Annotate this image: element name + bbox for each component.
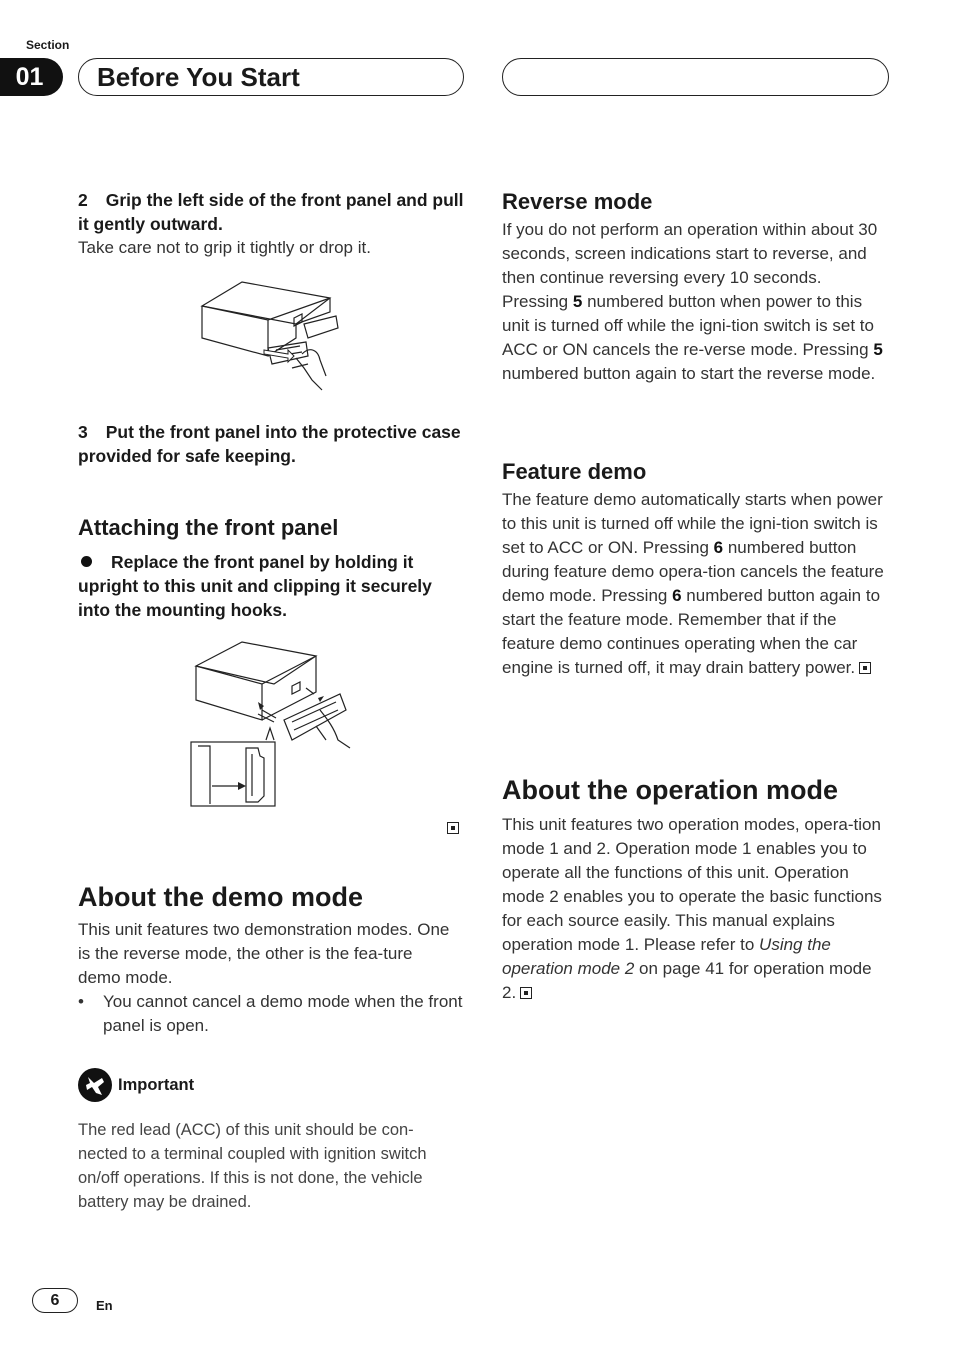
- end-mark-attaching: [447, 820, 459, 838]
- step-3: [78, 420, 464, 468]
- reverse-heading: Reverse mode: [502, 189, 653, 214]
- feature-text-3: numbered button again to start the feature mode. Remember that if the feature demo continues operating when the car engine is turned off, it may drain battery power.: [502, 586, 881, 677]
- demo-section: [78, 880, 464, 1038]
- operation-text-2: on page 41 for operation mode 2.: [502, 959, 872, 1002]
- attaching-bullet: [78, 550, 464, 622]
- step-2-number: 2: [78, 190, 88, 210]
- feature-key-2: 6: [672, 586, 682, 605]
- attach-panel-illustration: [188, 636, 358, 808]
- end-mark-icon: [859, 662, 871, 674]
- step-3-number: 3: [78, 422, 88, 442]
- feature-text-2: numbered button during feature demo opera-tion cancels the feature demo mode. Pressing: [502, 538, 884, 605]
- important-hand-icon: [78, 1068, 112, 1102]
- page-title: Before You Start: [78, 58, 464, 96]
- operation-reference: Using the operation mode 2: [502, 935, 831, 978]
- header-empty-pill: [502, 58, 889, 96]
- feature-text-1: The feature demo automatically starts when power to this unit is turned off while the igni-tion switch is set to ACC or ON. Pressing: [502, 490, 883, 557]
- operation-heading: About the operation mode: [502, 775, 838, 805]
- operation-section: [502, 773, 888, 1005]
- step-2-title: Grip the left side of the front panel and pull it gently outward.: [78, 190, 464, 234]
- left-column: [78, 188, 464, 260]
- operation-text-1: This unit features two operation modes, opera-tion mode 1 and 2. Operation mode 1 enables you to operate all the functions of this unit. Operation mode 2 enables you to operate the basic functions for each source easily. This manual explains operation mode 1. Please refer to: [502, 815, 882, 954]
- attaching-heading: Attaching the front panel: [78, 515, 339, 540]
- feature-section: [502, 458, 888, 680]
- feature-key-1: 6: [713, 538, 724, 557]
- demo-bullet-mark: •: [78, 992, 84, 1011]
- language-code: En: [96, 1298, 113, 1313]
- important-text: The red lead (ACC) of this unit should be con-nected to a terminal coupled with ignition switch on/off operations. If this is not done, the vehicle battery may be drained.: [78, 1121, 427, 1211]
- section-label: Section: [26, 38, 70, 52]
- important-label: Important: [118, 1075, 195, 1094]
- remove-panel-drawing: [196, 272, 346, 392]
- feature-heading: Feature demo: [502, 459, 647, 484]
- reverse-text-1: If you do not perform an operation within about 30 seconds, screen indications start to reverse, and then continue reversing every 10 seconds. Pressing: [502, 220, 878, 311]
- end-mark-icon: [447, 822, 459, 834]
- step-3-block: [78, 420, 464, 468]
- step-2-note: Take care not to grip it tightly or drop it.: [78, 238, 371, 257]
- feature-text: [502, 488, 888, 680]
- reverse-text: [502, 218, 888, 386]
- important-header: [78, 1068, 462, 1102]
- demo-bullet-text: You cannot cancel a demo mode when the front panel is open.: [103, 992, 463, 1035]
- end-mark-icon: [520, 987, 532, 999]
- operation-text: [502, 813, 888, 1005]
- reverse-text-3: numbered button again to start the reverse mode.: [502, 364, 876, 383]
- reverse-key-2: 5: [873, 340, 883, 359]
- demo-heading: About the demo mode: [78, 882, 363, 912]
- reverse-section: [502, 188, 888, 386]
- reverse-text-2: numbered button when power to this unit is turned off while the igni-tion switch is set to ACC or ON cancels the re-verse mode. Pressing: [502, 292, 874, 359]
- remove-panel-illustration: [196, 272, 346, 392]
- important-box: [78, 1068, 462, 1214]
- step-2: [78, 188, 464, 236]
- section-number-badge: 01: [0, 58, 63, 96]
- page-number: 6: [32, 1288, 78, 1313]
- demo-bullet: [78, 990, 464, 1038]
- attach-panel-drawing: [188, 636, 358, 808]
- attaching-bullet-text: Replace the front panel by holding it upright to this unit and clipping it securely into the mounting hooks.: [78, 552, 432, 620]
- demo-intro: This unit features two demonstration modes. One is the reverse mode, the other is the fea-ture demo mode.: [78, 920, 450, 987]
- reverse-key-1: 5: [572, 292, 583, 311]
- bullet-dot: [81, 556, 92, 567]
- attaching-section: [78, 514, 464, 622]
- step-3-title: Put the front panel into the protective case provided for safe keeping.: [78, 422, 461, 466]
